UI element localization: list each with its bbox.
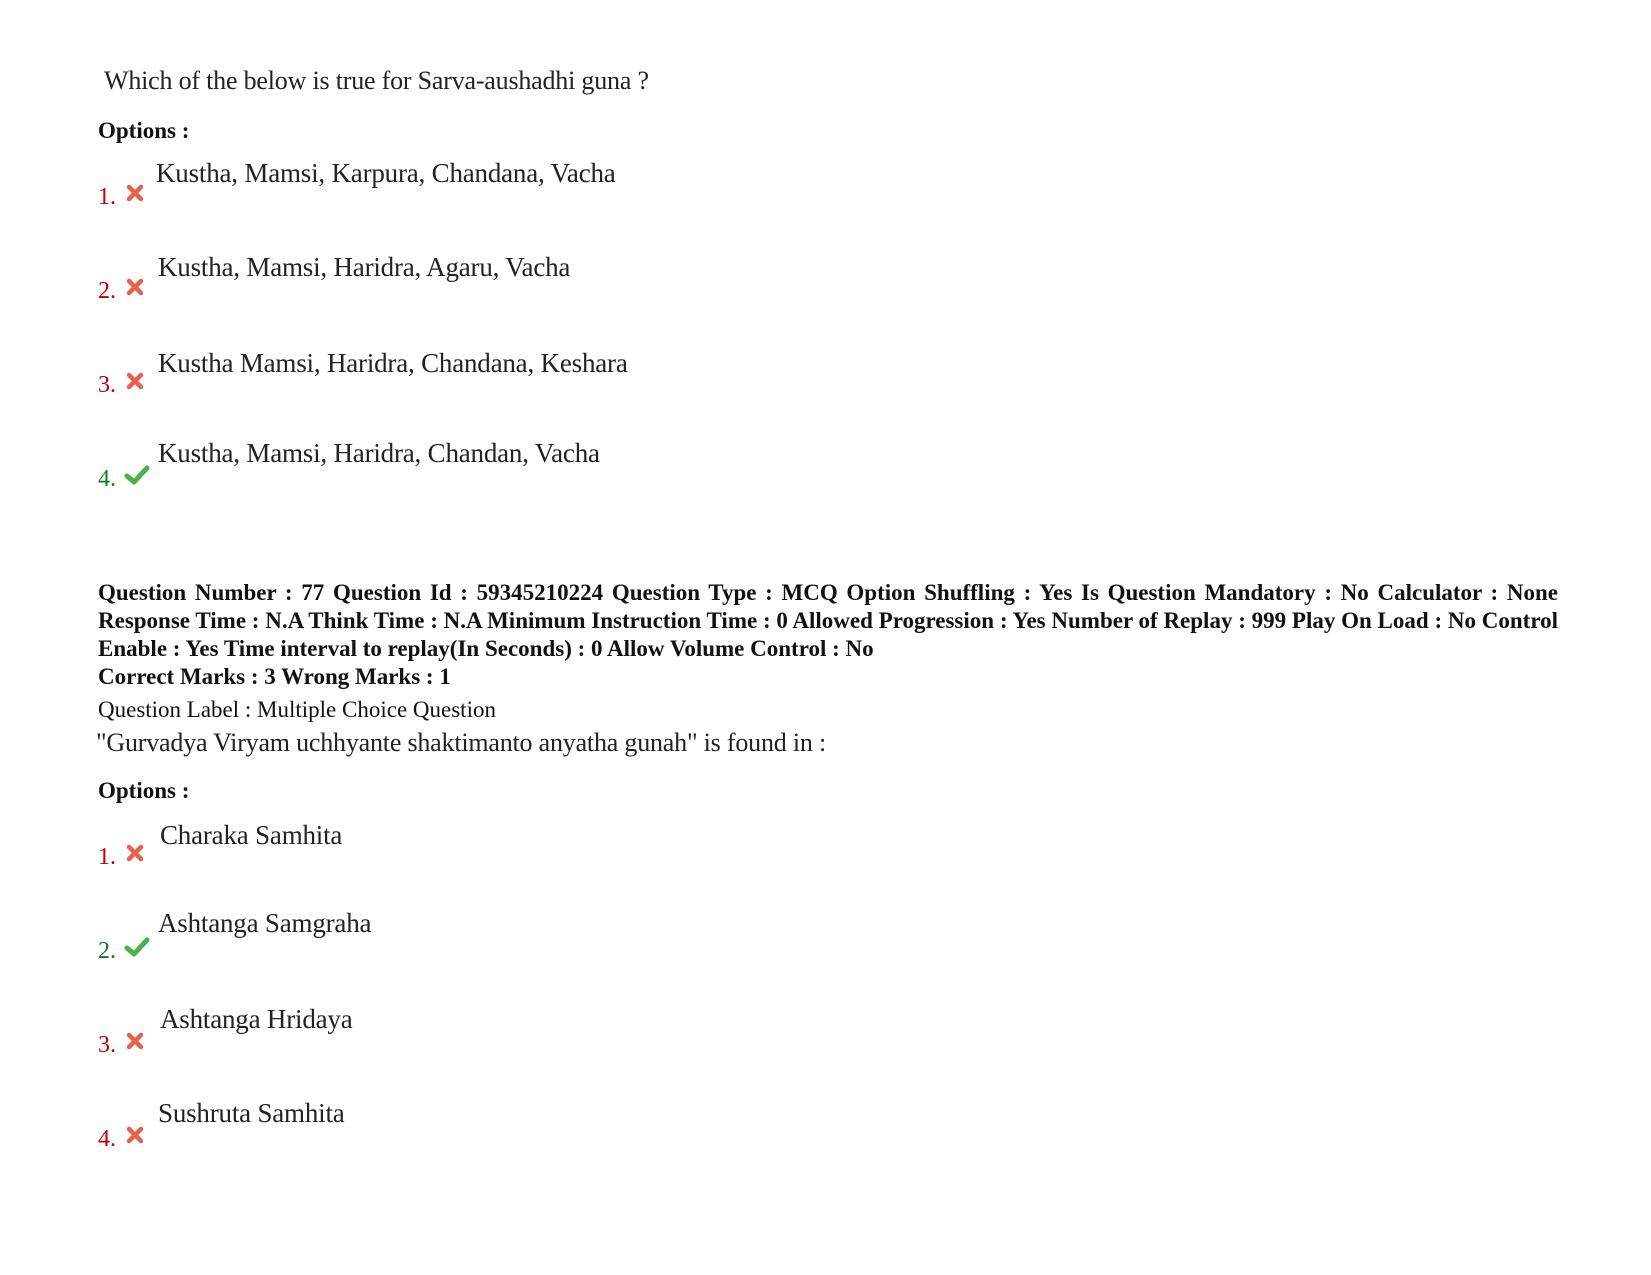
cross-icon bbox=[124, 370, 146, 392]
question-text: "Gurvadya Viryam uchhyante shaktimanto anyatha gunah" is found in : bbox=[96, 728, 826, 757]
cross-icon bbox=[124, 842, 146, 864]
option-text: Kustha, Mamsi, Haridra, Chandan, Vacha bbox=[158, 438, 600, 468]
option-2 bbox=[98, 252, 1098, 326]
option-text: Ashtanga Samgraha bbox=[158, 908, 372, 938]
option-3 bbox=[98, 1004, 1098, 1080]
option-number: 1. bbox=[98, 184, 116, 210]
option-1 bbox=[98, 158, 1098, 232]
option-2 bbox=[98, 908, 1098, 986]
option-1 bbox=[98, 822, 1098, 892]
cross-icon bbox=[124, 1124, 146, 1146]
option-4 bbox=[98, 1098, 1098, 1174]
option-number: 2. bbox=[98, 938, 116, 964]
option-number: 3. bbox=[98, 372, 116, 398]
question-metadata: Question Number : 77 Question Id : 59345210224 Question Type : MCQ Option Shuffling : Yes Is Question Mandatory : No Calculator : None Response Time : N.A Think Time : N.A Minimum Instruction Time : 0 Allowed Progression : Yes Number of Replay : 999 Play On Load : No Control Enable : Yes Time interval to replay(In Seconds) : 0 Allow Volume Control : No bbox=[98, 580, 1558, 661]
option-text: Kustha, Mamsi, Haridra, Agaru, Vacha bbox=[158, 252, 571, 282]
option-number: 2. bbox=[98, 278, 116, 304]
option-number: 4. bbox=[98, 466, 116, 492]
option-text: Kustha Mamsi, Haridra, Chandana, Keshara bbox=[158, 348, 628, 378]
option-3 bbox=[98, 350, 1098, 420]
option-text: Sushruta Samhita bbox=[158, 1098, 345, 1128]
check-icon bbox=[124, 936, 150, 958]
question-label: Question Label : Multiple Choice Question bbox=[98, 697, 496, 722]
option-number: 1. bbox=[98, 844, 116, 870]
option-text: Kustha, Mamsi, Karpura, Chandana, Vacha bbox=[156, 158, 616, 188]
option-4 bbox=[98, 438, 1098, 514]
options-heading: Options : bbox=[98, 778, 190, 803]
option-text: Charaka Samhita bbox=[160, 820, 343, 850]
option-number: 4. bbox=[98, 1126, 116, 1152]
question-text: Which of the below is true for Sarva-aushadhi guna ? bbox=[104, 66, 649, 95]
option-text: Ashtanga Hridaya bbox=[160, 1004, 353, 1034]
cross-icon bbox=[124, 276, 146, 298]
cross-icon bbox=[124, 1030, 146, 1052]
cross-icon bbox=[124, 182, 146, 204]
check-icon bbox=[124, 464, 150, 486]
marks-info: Correct Marks : 3 Wrong Marks : 1 bbox=[98, 664, 451, 689]
options-heading: Options : bbox=[98, 118, 190, 143]
option-number: 3. bbox=[98, 1032, 116, 1058]
